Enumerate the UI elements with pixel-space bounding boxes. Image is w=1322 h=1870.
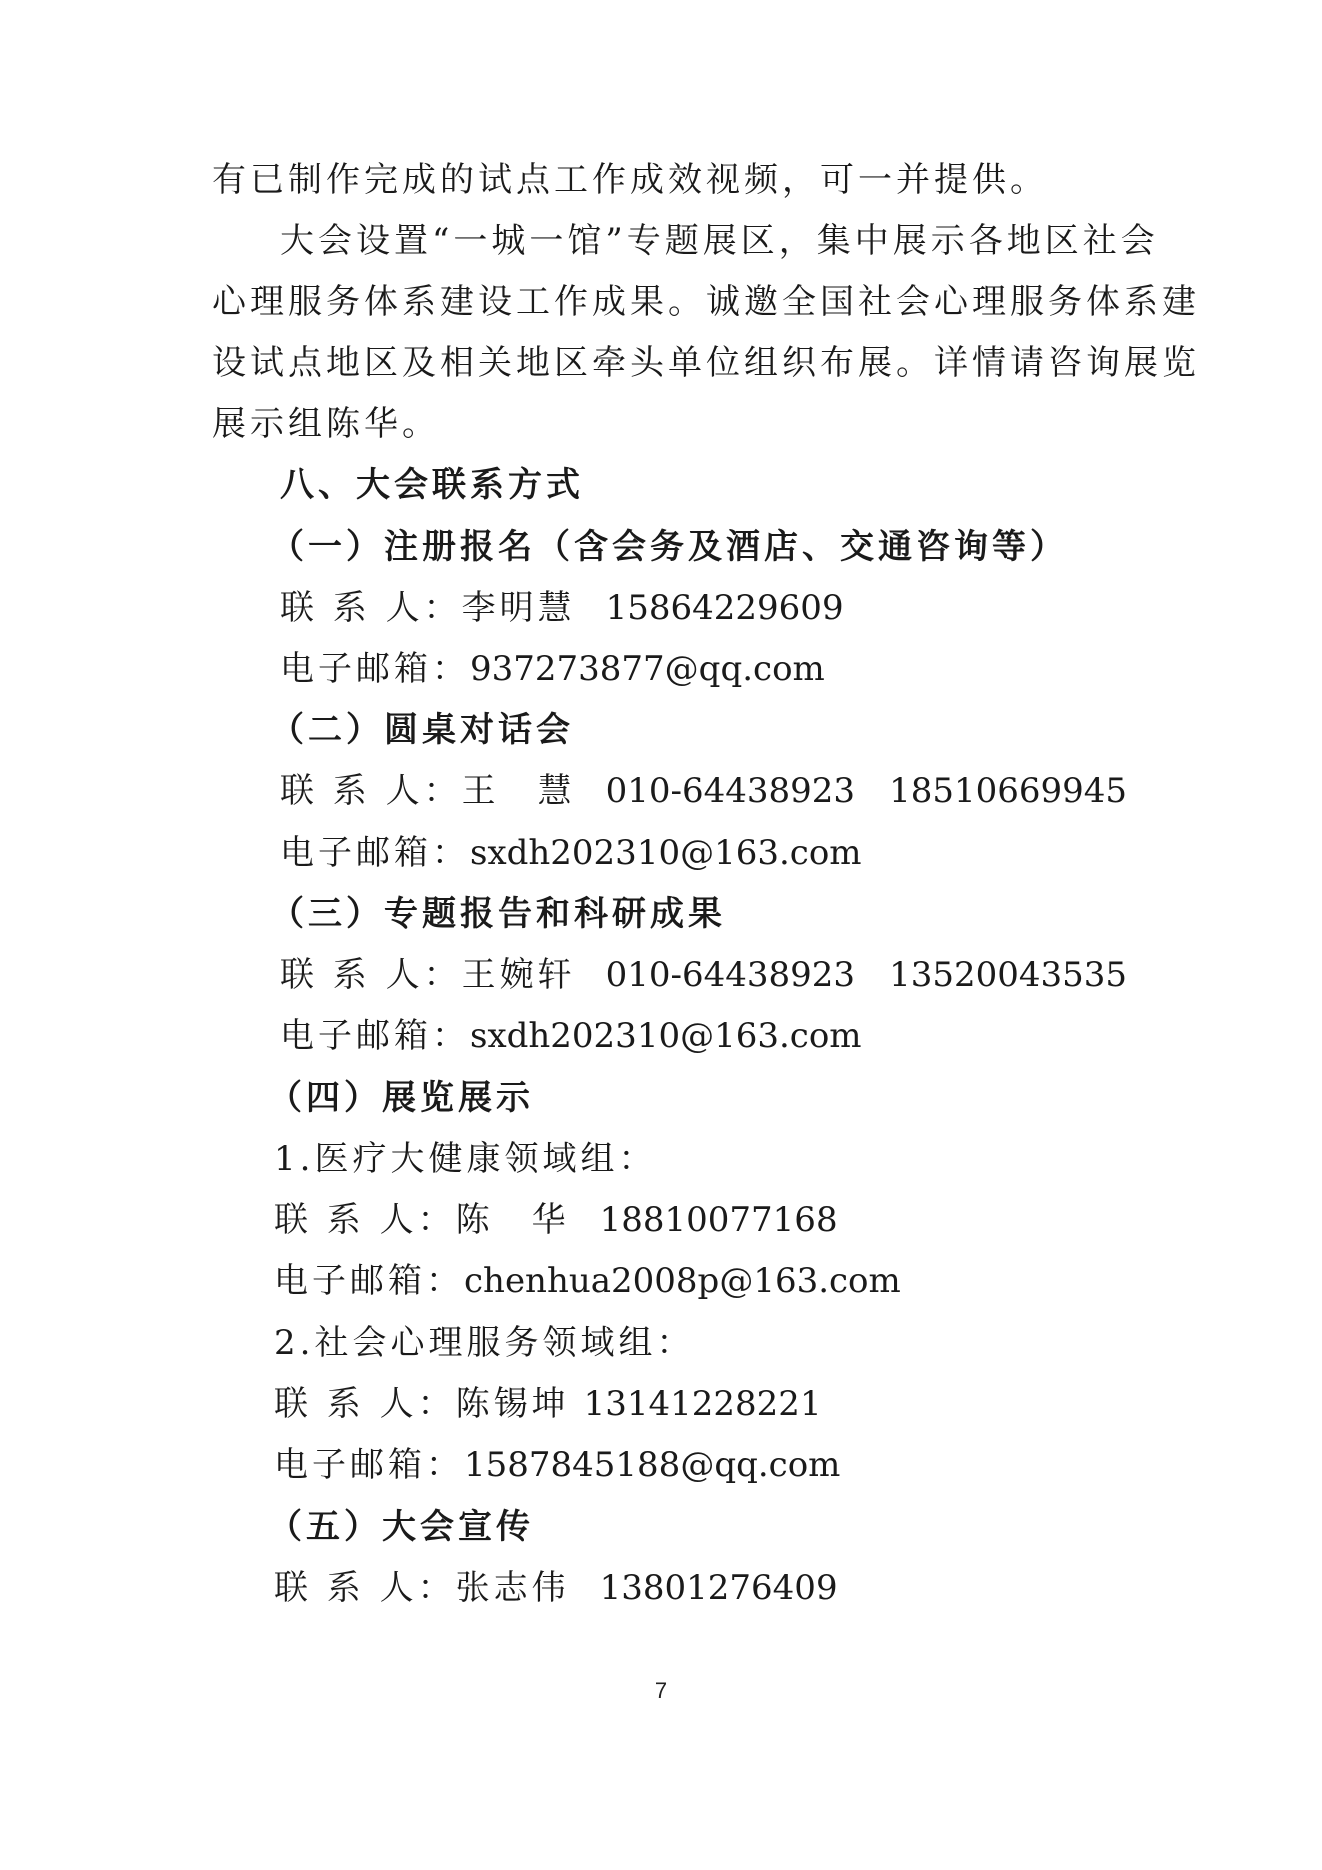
subsection-heading: （四）展览展示 — [268, 1078, 534, 1118]
subsection-heading: （三）专题报告和科研成果 — [270, 894, 726, 934]
paragraph-line: 有已制作完成的试点工作成效视频，可一并提供。 — [212, 160, 1048, 200]
contact-person-label: 联 系 人： — [280, 955, 462, 995]
contact-email-label: 电子邮箱： — [274, 1261, 464, 1301]
contact-email-line — [280, 833, 862, 873]
group-title: 1.医疗大健康领域组： — [274, 1139, 657, 1179]
contact-email-label: 电子邮箱： — [280, 1016, 470, 1056]
page-number: 7 — [654, 1678, 668, 1703]
contact-email: 937273877@qq.com — [470, 649, 825, 689]
contact-person-line — [280, 771, 1127, 811]
contact-phone: 13141228221 — [583, 1384, 822, 1424]
contact-person-name: 陈 华 — [455, 1200, 570, 1240]
contact-email-line — [274, 1261, 901, 1301]
contact-email: 1587845188@qq.com — [464, 1445, 841, 1485]
subsection-heading: （一）注册报名（含会务及酒店、交通咨询等） — [270, 527, 1068, 567]
contact-person-label: 联 系 人： — [274, 1568, 456, 1608]
subsection-heading: （五）大会宣传 — [268, 1507, 534, 1547]
contact-phone: 13801276409 — [599, 1568, 838, 1608]
contact-person-line — [274, 1384, 822, 1424]
contact-email-label: 电子邮箱： — [280, 833, 470, 873]
contact-person-name: 张志伟 — [455, 1568, 570, 1608]
contact-person-line — [280, 955, 1127, 995]
contact-phone: 010-64438923 13520043535 — [605, 955, 1128, 995]
contact-email: sxdh202310@163.com — [470, 1016, 862, 1056]
paragraph-line: 大会设置“一城一馆”专题展区，集中展示各地区社会 — [280, 221, 1159, 261]
contact-phone: 18810077168 — [599, 1200, 838, 1240]
contact-person-name: 李明慧 — [461, 588, 576, 628]
paragraph-line: 设试点地区及相关地区牵头单位组织布展。详情请咨询展览 — [212, 343, 1200, 383]
contact-person-label: 联 系 人： — [280, 771, 462, 811]
contact-email: sxdh202310@163.com — [470, 833, 862, 873]
contact-person-name: 陈锡坤 — [455, 1384, 570, 1424]
contact-person-name: 王 慧 — [461, 771, 576, 811]
contact-person-line — [274, 1568, 838, 1608]
contact-phone: 15864229609 — [605, 588, 844, 628]
contact-email-label: 电子邮箱： — [280, 649, 470, 689]
subsection-heading: （二）圆桌对话会 — [270, 710, 574, 750]
contact-email-line — [280, 649, 825, 689]
contact-person-line — [280, 588, 844, 628]
contact-person-label: 联 系 人： — [274, 1384, 456, 1424]
contact-person-label: 联 系 人： — [274, 1200, 456, 1240]
contact-person-label: 联 系 人： — [280, 588, 462, 628]
paragraph-line: 展示组陈华。 — [212, 404, 440, 444]
contact-email-line — [280, 1016, 862, 1056]
section-heading: 八、大会联系方式 — [280, 465, 584, 505]
contact-person-name: 王婉轩 — [461, 955, 576, 995]
contact-phone: 010-64438923 18510669945 — [605, 771, 1128, 811]
paragraph-line: 心理服务体系建设工作成果。诚邀全国社会心理服务体系建 — [212, 282, 1200, 322]
contact-email: chenhua2008p@163.com — [464, 1261, 901, 1301]
contact-email-line — [274, 1445, 840, 1485]
contact-email-label: 电子邮箱： — [274, 1445, 464, 1485]
contact-person-line — [274, 1200, 838, 1240]
group-title: 2.社会心理服务领域组： — [274, 1323, 695, 1363]
